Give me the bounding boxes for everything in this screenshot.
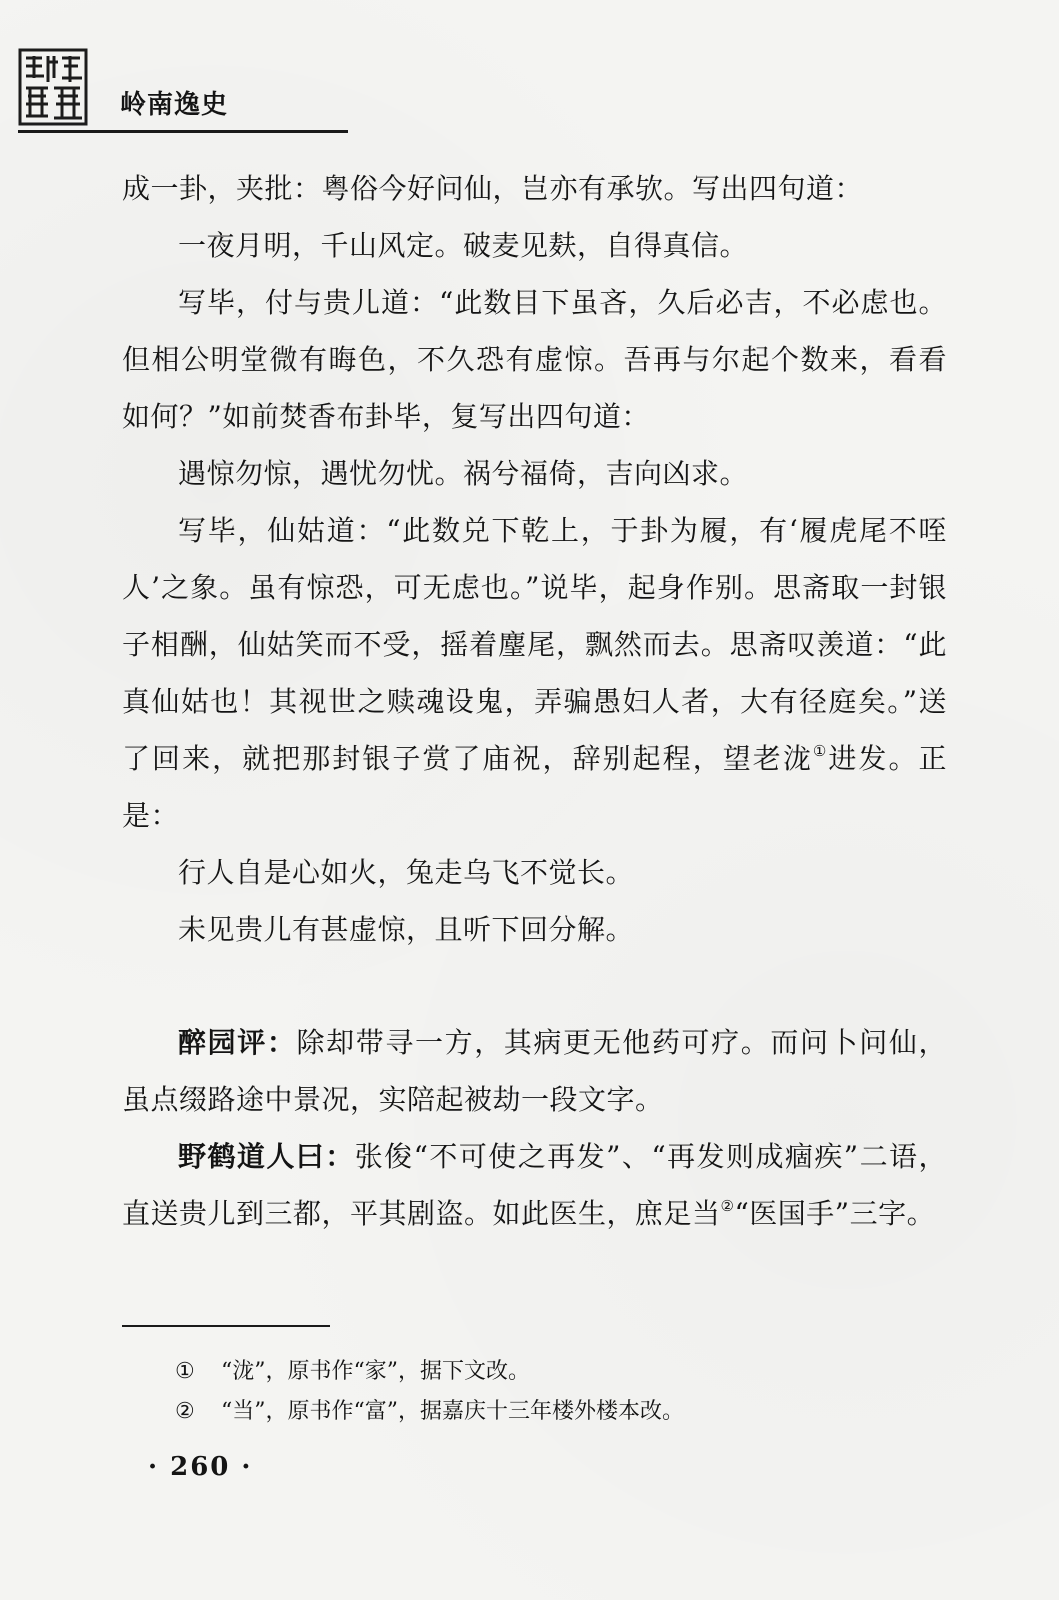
commentary-2-tail: “医国手”三字。 [734, 1197, 936, 1230]
verse-1: 一夜月明，千山风定。破麦见麸，自得真信。 [178, 229, 749, 262]
verse-3: 行人自是心如火，兔走乌飞不觉长。 [178, 856, 635, 889]
footnote-2-text: “当”，原书作“富”，据嘉庆十三年楼外楼本改。 [221, 1399, 684, 1424]
footnote-1-text: “泷”，原书作“家”，据下文改。 [221, 1359, 530, 1384]
commentary-1-text: 除却带寻一方，其病更无他药可疗。而问卜问仙，虽点缀路途中景况，实陪起被劫一段文字。 [122, 1026, 947, 1116]
footnote-1 [175, 1352, 955, 1392]
running-header-title: 岭南逸史 [120, 90, 229, 120]
footnotes [175, 1352, 955, 1432]
chapter-closing: 未见贵儿有甚虚惊，且听下回分解。 [178, 913, 635, 946]
paragraph-3 [122, 502, 947, 844]
paragraph-3-tail: 进发。正是： [122, 742, 947, 832]
commentary-1 [122, 1014, 947, 1128]
commentary-1-label: 醉园评： [178, 1026, 297, 1059]
verse-2: 遇惊勿惊，遇忧勿忧。祸兮福倚，吉向凶求。 [178, 457, 749, 490]
footnote-rule [122, 1325, 330, 1327]
commentary-2-label: 野鹤道人曰： [178, 1140, 355, 1173]
footnote-2-mark: ② [175, 1399, 195, 1424]
commentary-2 [122, 1128, 947, 1242]
page-number: · 260 · [148, 1452, 253, 1482]
footnote-2 [175, 1392, 955, 1432]
footnote-ref-2[interactable]: ② [720, 1197, 735, 1215]
series-seal-logo [18, 48, 88, 126]
commentary-2-text: 张俊“不可使之再发”、“再发则成痼疾”二语，直送贵儿到三都，平其剧盗。如此医生，庶足当 [122, 1140, 947, 1230]
main-text [122, 160, 947, 1242]
paragraph-1: 成一卦，夹批：粤俗今好问仙，岂亦有承欤。写出四句道： [122, 172, 864, 205]
paragraph-2: 写毕，付与贵儿道：“此数目下虽吝，久后必吉，不必虑也。但相公明堂微有晦色，不久恐有虚惊。吾再与尔起个数来，看看如何？”如前焚香布卦毕，复写出四句道： [122, 286, 947, 433]
footnote-1-mark: ① [175, 1359, 195, 1384]
header-rule [18, 130, 348, 133]
footnote-ref-1[interactable]: ① [812, 742, 829, 760]
section-gap [122, 958, 947, 1014]
paragraph-3-text: 写毕，仙姑道：“此数兑下乾上，于卦为履，有‘履虎尾不咥人’之象。虽有惊恐，可无虑也。”说毕，起身作别。思斋取一封银子相酬，仙姑笑而不受，摇着麈尾，飘然而去。思斋叹羡道：“此真仙姑也！其视世之赎魂设鬼，弄骗愚妇人者，大有径庭矣。”送了回来，就把那封银子赏了庙祝，辞别起程，望老泷 [122, 514, 947, 775]
